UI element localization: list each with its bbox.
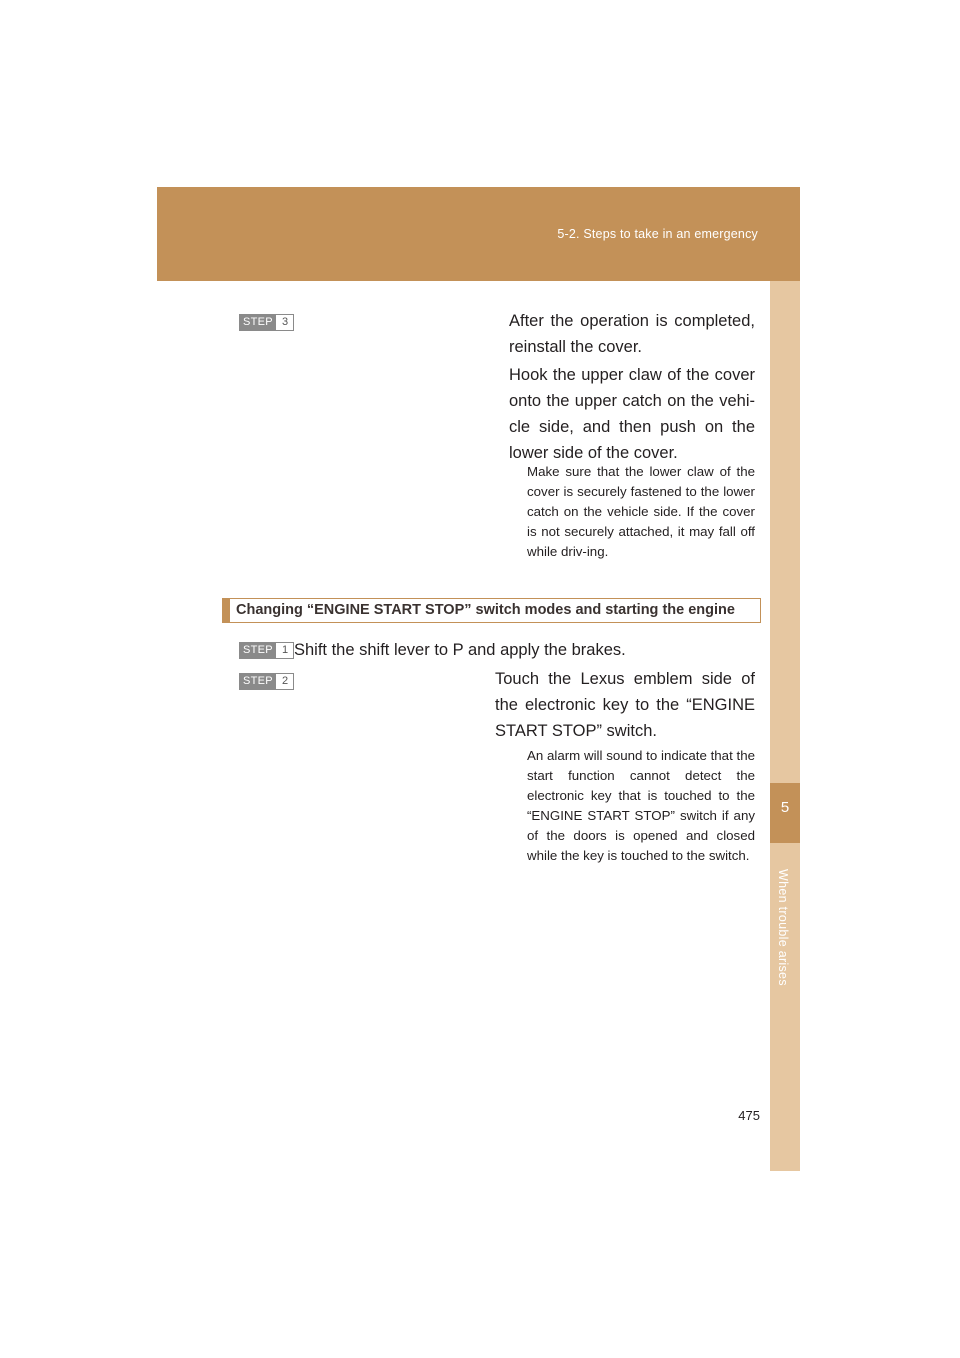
step-2-note: An alarm will sound to indicate that the start function cannot detect the electronic key that is touched to the “ENGINE START STOP” switch if any of the doors is opened and closed while the key is touched to the switch. xyxy=(527,748,755,863)
step-label: STEP xyxy=(240,674,276,689)
section-heading-bar xyxy=(222,598,230,623)
step-2-text: Touch the Lexus emblem side of the electronic key to the “ENGINE START STOP” switch. xyxy=(495,670,755,740)
step-number: 1 xyxy=(281,644,289,656)
step-label: STEP xyxy=(240,643,276,658)
chapter-side-tab xyxy=(770,281,800,1171)
section-heading xyxy=(222,598,761,623)
step-1-text: Shift the shift lever to P and apply the brakes. xyxy=(294,641,626,659)
header-band xyxy=(157,187,800,281)
step-number: 3 xyxy=(281,316,289,328)
step-1-badge xyxy=(239,642,294,659)
step-3-badge xyxy=(239,314,294,331)
step-3-text-1: After the operation is completed, reinstall the cover. xyxy=(509,312,755,356)
section-title: 5-2. Steps to take in an emergency xyxy=(557,227,758,241)
chapter-title: When trouble arises xyxy=(776,869,790,986)
page-number: 475 xyxy=(738,1108,760,1123)
step-number: 2 xyxy=(281,675,289,687)
step-3-text-2: Hook the upper claw of the cover onto the upper catch on the vehi-cle side, and then push on the lower side of the cover. xyxy=(509,366,755,462)
chapter-number-tab xyxy=(770,783,800,843)
section-heading-text: Changing “ENGINE START STOP” switch modes and starting the engine xyxy=(236,602,735,618)
step-2-badge xyxy=(239,673,294,690)
chapter-number: 5 xyxy=(780,799,790,816)
step-label: STEP xyxy=(240,315,276,330)
step-3-note: Make sure that the lower claw of the cover is securely fastened to the lower catch on the vehicle side. If the cover is not securely attached, it may fall off while driv-ing. xyxy=(527,464,755,559)
